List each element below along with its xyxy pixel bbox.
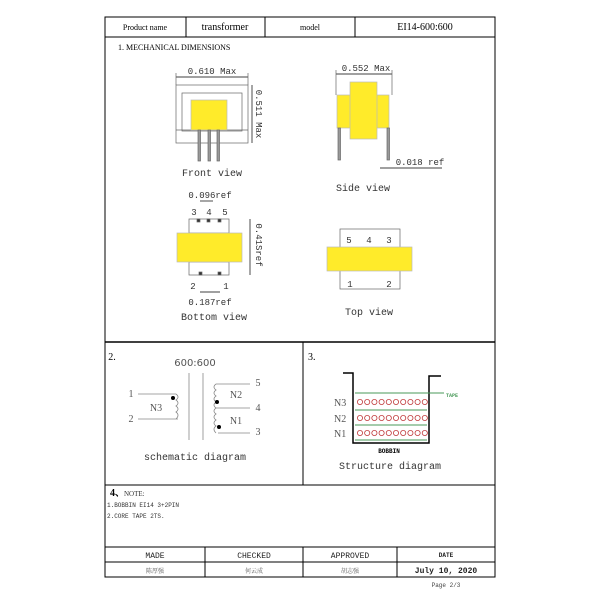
section4-title: NOTE: — [124, 490, 145, 498]
approved-header: APPROVED — [330, 552, 370, 561]
note-item: 1.BOBBIN EI14 3+2PIN — [107, 502, 180, 509]
side-view-drawing — [336, 70, 442, 168]
wire-turn — [415, 415, 420, 420]
bobbin-label: BOBBIN — [378, 448, 400, 455]
made-value: 陈厚强 — [145, 568, 165, 575]
section3-number: 3. — [308, 352, 316, 363]
bottom-row-dim: 0.187ref — [188, 298, 232, 308]
wire-turn — [357, 399, 362, 404]
page-frame — [105, 17, 495, 577]
bottom-pitch-dim: 0.096ref — [188, 191, 232, 201]
top-view-caption: Top view — [344, 308, 394, 319]
pin-label: 5 — [222, 208, 228, 218]
pin-label: 4 — [366, 236, 372, 246]
wire-turn — [393, 415, 398, 420]
pin-3: 3 — [255, 427, 261, 438]
pin-label: 1 — [347, 280, 353, 290]
pin-4: 4 — [255, 403, 261, 414]
wire-turn — [372, 430, 377, 435]
wire-turn — [372, 399, 377, 404]
bottom-view-caption: Bottom view — [180, 313, 248, 324]
page-number: Page 2/3 — [431, 582, 461, 589]
wire-turn — [357, 415, 362, 420]
wire-turn — [401, 430, 406, 435]
front-width-dim: 0.610 Max — [187, 67, 237, 77]
wire-turn — [386, 430, 391, 435]
front-height-dim: 0.511 Max — [253, 89, 263, 139]
wire-turn — [393, 399, 398, 404]
front-view-caption: Front view — [181, 169, 243, 180]
winding-n3: N3 — [149, 403, 163, 414]
tape-label: TAPE — [446, 393, 459, 399]
model-value: EI14-600:600 — [397, 22, 453, 33]
bottom-height-dim: 0.41Sref — [253, 223, 263, 267]
pin-label: 1 — [223, 282, 229, 292]
checked-value: 何云成 — [244, 568, 264, 575]
date-header: DATE — [438, 552, 454, 559]
pin-label: 2 — [190, 282, 196, 292]
wire-turn — [422, 430, 427, 435]
side-width-dim: 0.552 Max — [341, 64, 391, 74]
pin-label: 5 — [346, 236, 352, 246]
structure-caption: Structure diagram — [338, 462, 442, 473]
pin-label: 4 — [206, 208, 212, 218]
wire-turn — [365, 399, 370, 404]
layer-label: N2 — [334, 414, 347, 425]
wire-turn — [379, 399, 384, 404]
wire-turn — [365, 415, 370, 420]
wire-turn — [365, 430, 370, 435]
turns-ratio: 600:600 — [174, 358, 216, 369]
layer-label: N3 — [334, 398, 347, 409]
section1-title: 1. MECHANICAL DIMENSIONS — [118, 43, 231, 52]
front-view-drawing — [176, 73, 252, 161]
pin-label: 3 — [191, 208, 197, 218]
wire-turn — [401, 399, 406, 404]
wire-turn — [379, 415, 384, 420]
wire-turn — [422, 415, 427, 420]
wire-turn — [408, 399, 413, 404]
product-name-value: transformer — [201, 22, 249, 33]
section2-number: 2. — [108, 352, 116, 363]
side-pin-dim: 0.018 ref — [395, 158, 445, 168]
section4-number: 4、 — [110, 488, 125, 499]
wire-turn — [415, 430, 420, 435]
note-item: 2.CORE TAPE 2TS. — [107, 513, 165, 520]
pin-label: 3 — [386, 236, 392, 246]
winding-n2: N2 — [229, 390, 243, 401]
wire-turn — [422, 399, 427, 404]
layer-label: N1 — [334, 429, 347, 440]
checked-header: CHECKED — [237, 552, 271, 561]
pin-label: 2 — [386, 280, 392, 290]
pin-5: 5 — [255, 378, 261, 389]
winding-n1: N1 — [229, 416, 243, 427]
date-value: July 10, 2020 — [414, 567, 478, 576]
wire-turn — [415, 399, 420, 404]
side-view-caption: Side view — [335, 184, 391, 195]
product-name-label: Product name — [122, 23, 168, 32]
wire-turn — [386, 415, 391, 420]
wire-turn — [408, 415, 413, 420]
bottom-view-drawing — [177, 201, 250, 292]
wire-turn — [372, 415, 377, 420]
wire-turn — [357, 430, 362, 435]
wire-turn — [386, 399, 391, 404]
made-header: MADE — [145, 552, 165, 561]
model-label: model — [300, 23, 320, 32]
wire-turn — [408, 430, 413, 435]
approved-value: 胡志强 — [340, 568, 360, 575]
structure-drawing — [343, 373, 444, 443]
wire-turn — [393, 430, 398, 435]
wire-turn — [401, 415, 406, 420]
pin-2: 2 — [128, 414, 134, 425]
wire-turn — [379, 430, 384, 435]
schematic-caption: schematic diagram — [143, 453, 247, 464]
pin-1: 1 — [128, 389, 134, 400]
